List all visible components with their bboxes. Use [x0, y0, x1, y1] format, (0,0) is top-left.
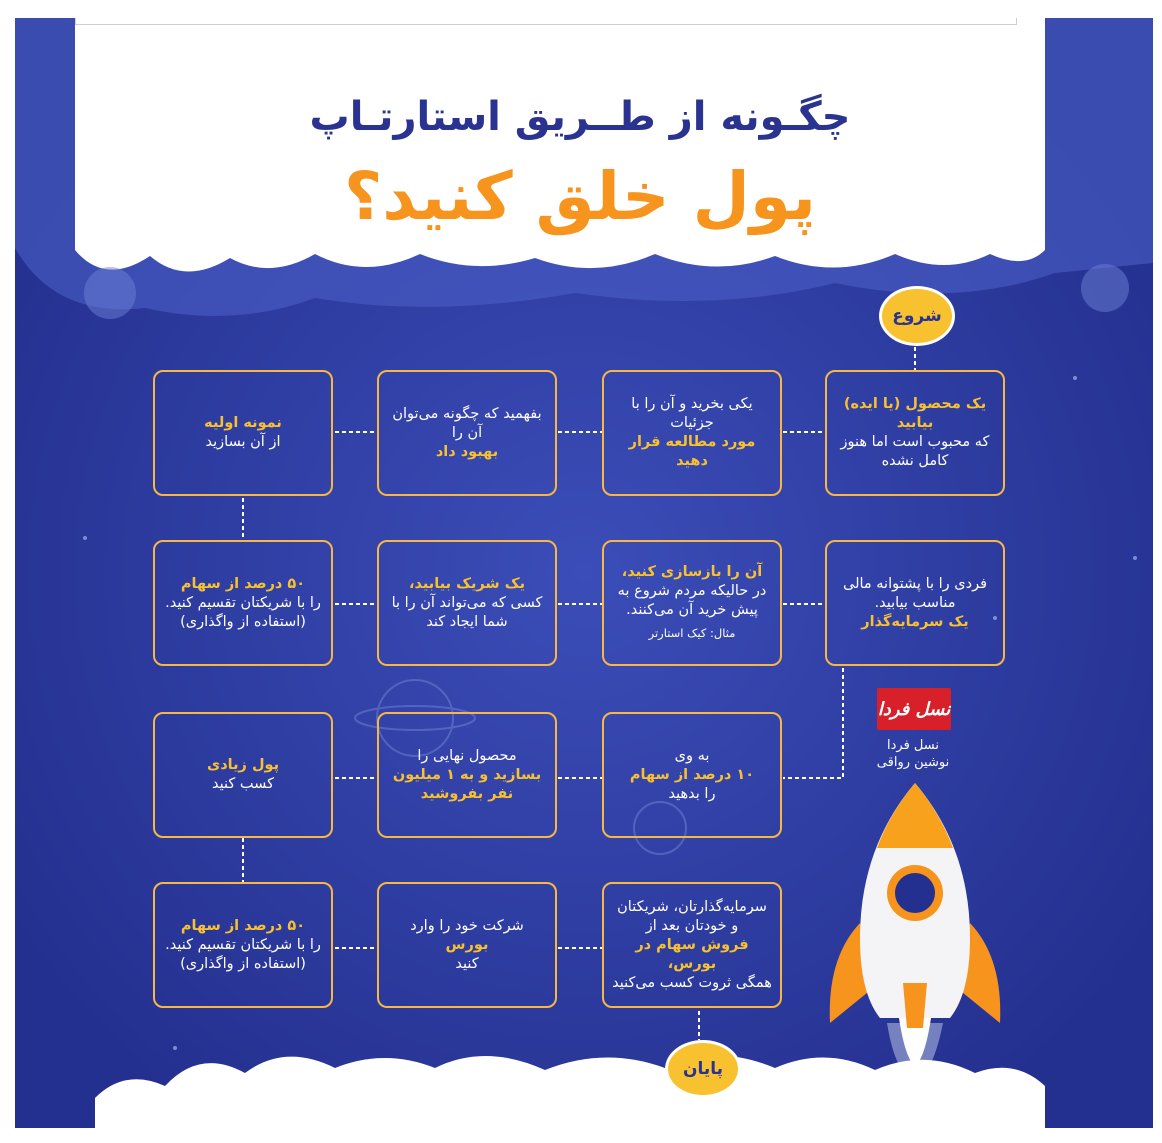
credit: [851, 737, 975, 771]
flow-box-3: [377, 370, 557, 496]
title-line-1: چگـونه از طــریق استارتـاپ: [309, 94, 851, 140]
box-text: در حالیکه مردم شروع به پیش خرید آن می‌کنند.: [617, 583, 767, 618]
box-text: را با شریکتان تقسیم کنید. (استفاده از واگذاری): [165, 594, 321, 630]
flow-box-5: [825, 540, 1005, 666]
credit-line-2: نوشین رواقی: [876, 755, 950, 770]
box-text: یک سرمایه‌گذار: [861, 613, 969, 630]
flow-box-6: [602, 540, 782, 666]
box-text: کنید: [455, 955, 479, 972]
flow-box-11: [153, 712, 333, 838]
box-text: یک محصول (یا ایده) بیابید: [843, 396, 987, 431]
box-text: کسب کنید: [212, 776, 274, 792]
flow-box-12: [602, 882, 782, 1008]
box-text: محصول نهایی را: [417, 747, 517, 764]
box-text: بسازید و به ۱ میلیون نفر بفروشید: [392, 766, 542, 802]
box-text: که محبوب است اما هنوز کامل نشده: [840, 434, 990, 469]
box-text: آن را بازسازی کنید،: [621, 564, 763, 580]
box-text: بفهمید که چگونه می‌توان آن را: [392, 405, 542, 441]
box-text: نمونه اولیه: [204, 415, 282, 431]
box-text: کسی که می‌تواند آن را با شما ایجاد کند: [391, 594, 543, 630]
flow-box-10: [377, 712, 557, 838]
flow-box-2: [602, 370, 782, 496]
box-text: بورس: [445, 936, 489, 953]
box-text: ۵۰ درصد از سهام: [180, 575, 306, 592]
box-text: یکی بخرید و آن را با جزئیات: [631, 396, 753, 431]
flow-box-8: [153, 540, 333, 666]
flow-box-13: [377, 882, 557, 1008]
box-text: را بدهید: [668, 785, 716, 802]
start-badge: شروع: [879, 286, 955, 346]
box-text: ۵۰ درصد از سهام: [180, 917, 306, 934]
box-text: سرمایه‌گذارتان، شریکتان و خودتان بعد از: [617, 898, 767, 934]
box-text: پول زیادی: [206, 757, 280, 773]
box-text: مورد مطالعه قرار دهید: [628, 434, 756, 469]
flow-box-1: [825, 370, 1005, 496]
box-text: فروش سهام در بورس،: [635, 936, 749, 972]
box-text: یک شریک بیابید،: [409, 575, 526, 592]
box-text: فردی را با پشتوانه مالی مناسب بیابید.: [842, 575, 988, 611]
title-line-2: پول خلق کنید؟: [343, 158, 817, 235]
box-text: از آن بسازید: [205, 434, 281, 450]
box-text: شرکت خود را وارد: [410, 917, 524, 934]
flow-box-4: [153, 370, 333, 496]
top-border: [75, 18, 1017, 25]
publisher-logo: نسل فردا: [877, 688, 951, 730]
flow-box-14: [153, 882, 333, 1008]
flow-box-7: [377, 540, 557, 666]
credit-line-1: نسل فردا: [887, 738, 939, 753]
box-text: به وی: [674, 747, 710, 764]
box-text: را با شریکتان تقسیم کنید. (استفاده از واگذاری): [165, 936, 321, 972]
flow-box-9: [602, 712, 782, 838]
box-text: بهبود داد: [435, 443, 499, 460]
infographic: [15, 18, 1153, 1128]
box-note: مثال: کیک استارتر: [648, 626, 736, 640]
box-text: ۱۰ درصد از سهام: [629, 766, 755, 783]
box-text: همگی ثروت کسب می‌کنید: [612, 974, 772, 991]
end-badge: پایان: [665, 1040, 741, 1098]
